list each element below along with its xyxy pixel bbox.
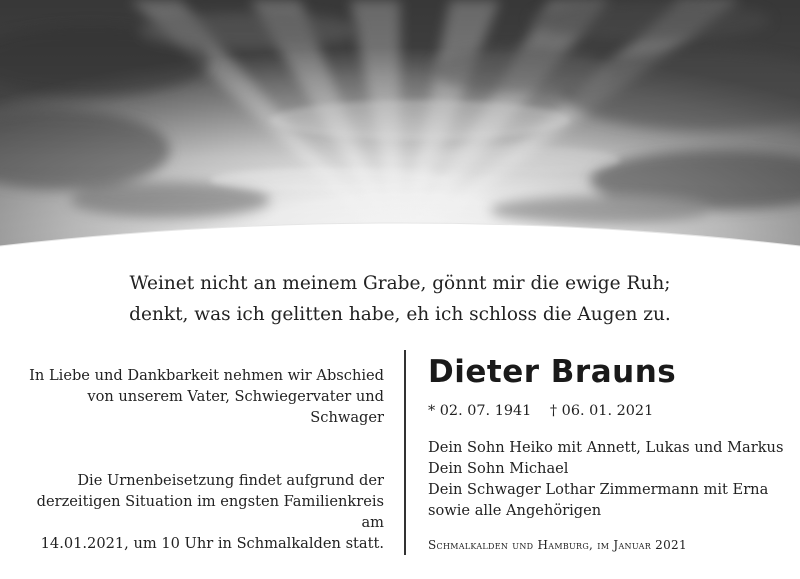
mourner-line: sowie alle Angehörigen (428, 502, 602, 519)
vertical-divider (404, 350, 406, 555)
left-column (20, 365, 384, 554)
burial-line-2: derzeitigen Situation im engsten Familienkreis am (36, 493, 384, 531)
farewell-text (20, 365, 384, 428)
sky-sunrise-image (0, 0, 800, 262)
mourner-line: Dein Sohn Michael (428, 460, 569, 477)
right-column (428, 352, 798, 521)
mourner-line: Dein Sohn Heiko mit Annett, Lukas und Markus (428, 439, 784, 456)
mourners-list (428, 437, 798, 521)
deceased-name: Dieter Brauns (428, 354, 677, 390)
burial-line-3: 14.01.2021, um 10 Uhr in Schmalkalden statt. (40, 535, 384, 552)
farewell-line-2: von unserem Vater, Schwiegervater und Schwager (87, 388, 384, 426)
farewell-line-1: In Liebe und Dankbarkeit nehmen wir Abschied (29, 367, 384, 384)
burial-line-1: Die Urnenbeisetzung findet aufgrund der (77, 472, 384, 489)
birth-date: * 02. 07. 1941 (428, 403, 532, 419)
verse-line-2: denkt, was ich gelitten habe, eh ich schloss die Augen zu. (129, 304, 671, 325)
death-date: † 06. 01. 2021 (549, 403, 654, 419)
mourner-line: Dein Schwager Lothar Zimmermann mit Erna (428, 481, 769, 498)
verse-line-1: Weinet nicht an meinem Grabe, gönnt mir die ewige Ruh; (129, 273, 671, 294)
burial-text (20, 470, 384, 554)
place-and-date: Schmalkalden und Hamburg, im Januar 2021 (428, 538, 687, 552)
life-dates (428, 401, 798, 422)
verse (0, 268, 800, 330)
